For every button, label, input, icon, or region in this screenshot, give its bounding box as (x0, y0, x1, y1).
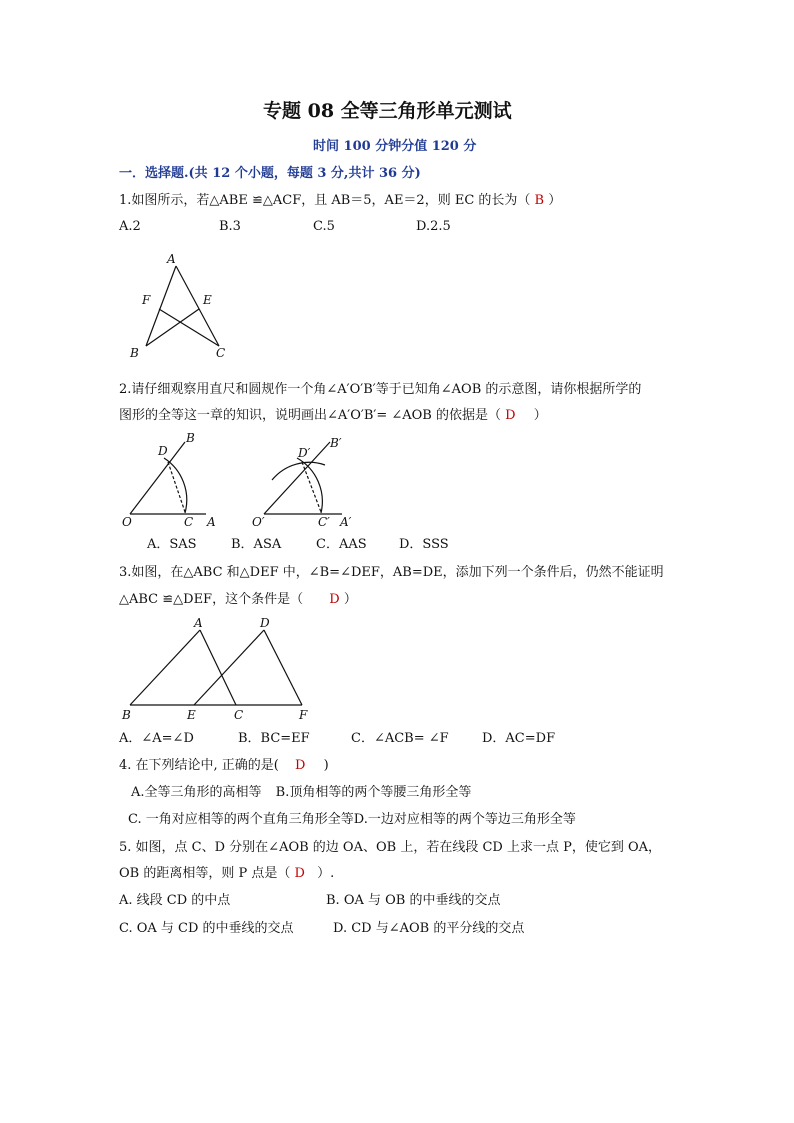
q4-option-c: C. 一角对应相等的两个直角三角形全等 (128, 812, 354, 827)
q2-option-a: A．SAS (147, 537, 197, 552)
q3-label-a: A (194, 616, 203, 630)
q4-options-row1 (131, 785, 471, 801)
page-subtitle: 时间 100 分钟分值 120 分 (313, 139, 477, 154)
q1-label-b: B (130, 346, 139, 360)
q2-option-c: C．AAS (316, 537, 367, 552)
q1-option-c: C.5 (313, 219, 335, 234)
q2-option-b: B．ASA (231, 537, 282, 552)
q3-option-c: C．∠ACB= ∠F (351, 731, 449, 746)
question-3-line1: 3.如图，在△ABC 和△DEF 中，∠B=∠DEF，AB=DE，添加下列一个条件后，仍然不能证明 (119, 565, 664, 580)
question-2-answer: D (505, 408, 516, 423)
q5-option-b: B. OA 与 OB 的中垂线的交点 (326, 893, 501, 908)
q2-left-label-d: D (158, 444, 168, 458)
q2-left-label-a: A (207, 515, 216, 529)
q4-options-row2 (128, 812, 576, 828)
q5-option-c: C. OA 与 CD 的中垂线的交点 (119, 921, 294, 936)
q3-label-e: E (187, 708, 196, 722)
q4-option-d: D.一边对应相等的两个等边三角形全等 (353, 812, 576, 827)
question-2-text: 图形的全等这一章的知识，说明画出∠A′O′B′= ∠AOB 的依据是（ (119, 408, 501, 423)
q1-label-a: A (167, 252, 176, 266)
section-heading: 一．选择题.(共 12 个小题，每题 3 分,共计 36 分) (119, 166, 421, 181)
q2-right-label-b: B′ (330, 436, 342, 450)
q2-right-label-d: D′ (298, 446, 311, 460)
question-3-close: ） (343, 592, 357, 607)
q2-right-label-o: O′ (252, 515, 265, 529)
question-1-answer: B (534, 193, 545, 208)
question-3-text: △ABC ≌△DEF，这个条件是（ (119, 592, 304, 607)
q3-label-f: F (299, 708, 308, 722)
question-2-line1: 2.请仔细观察用直尺和圆规作一个角∠A′O′B′等于已知角∠AOB 的示意图，请你根据所学的 (119, 382, 642, 397)
q2-left-label-o: O (122, 515, 132, 529)
q2-right-label-a: A′ (340, 515, 352, 529)
q3-option-a: A．∠A=∠D (119, 731, 194, 746)
question-4-close: ) (323, 758, 329, 773)
q1-option-b: B.3 (219, 219, 241, 234)
question-5-close: ）. (317, 866, 335, 881)
q3-label-d: D (260, 616, 270, 630)
q2-left-label-b: B (186, 431, 195, 445)
question-2-close: ） (533, 408, 547, 423)
question-5-answer: D (294, 866, 305, 881)
question-5-text: OB 的距离相等，则 P 点是（ (119, 866, 291, 881)
question-4-answer: D (295, 758, 306, 773)
q4-option-b: B.顶角相等的两个等腰三角形全等 (275, 785, 472, 800)
question-4-text: 4. 在下列结论中, 正确的是( (119, 758, 279, 773)
q1-option-d: D.2.5 (416, 219, 451, 234)
q5-option-d: D. CD 与∠AOB 的平分线的交点 (333, 921, 525, 936)
question-5-line2 (119, 866, 334, 882)
page-title: 专题 08 全等三角形单元测试 (263, 100, 512, 122)
q5-option-a: A. 线段 CD 的中点 (119, 893, 231, 908)
question-1-close: ） (548, 193, 562, 208)
q1-label-c: C (216, 346, 226, 360)
q3-option-b: B．BC=EF (238, 731, 310, 746)
q3-label-b: B (122, 708, 131, 722)
q1-label-e: E (203, 293, 212, 307)
question-1-text: 1.如图所示，若△ABE ≌△ACF，且 AB＝5，AE＝2，则 EC 的长为（ (119, 193, 531, 208)
q1-label-f: F (142, 293, 151, 307)
q3-label-c: C (234, 708, 244, 722)
q2-left-label-c: C (184, 515, 194, 529)
question-3-answer: D (329, 592, 340, 607)
q3-option-d: D．AC=DF (482, 731, 556, 746)
q2-option-d: D．SSS (399, 537, 449, 552)
question-4 (119, 758, 329, 774)
q2-right-label-c: C′ (318, 515, 330, 529)
q4-option-a: A.全等三角形的高相等 (131, 785, 262, 800)
q1-option-a: A.2 (119, 219, 141, 234)
question-5-line1: 5. 如图，点 C、D 分别在∠AOB 的边 OA、OB 上，若在线段 CD 上求一点 P，使它到 OA， (119, 840, 662, 855)
